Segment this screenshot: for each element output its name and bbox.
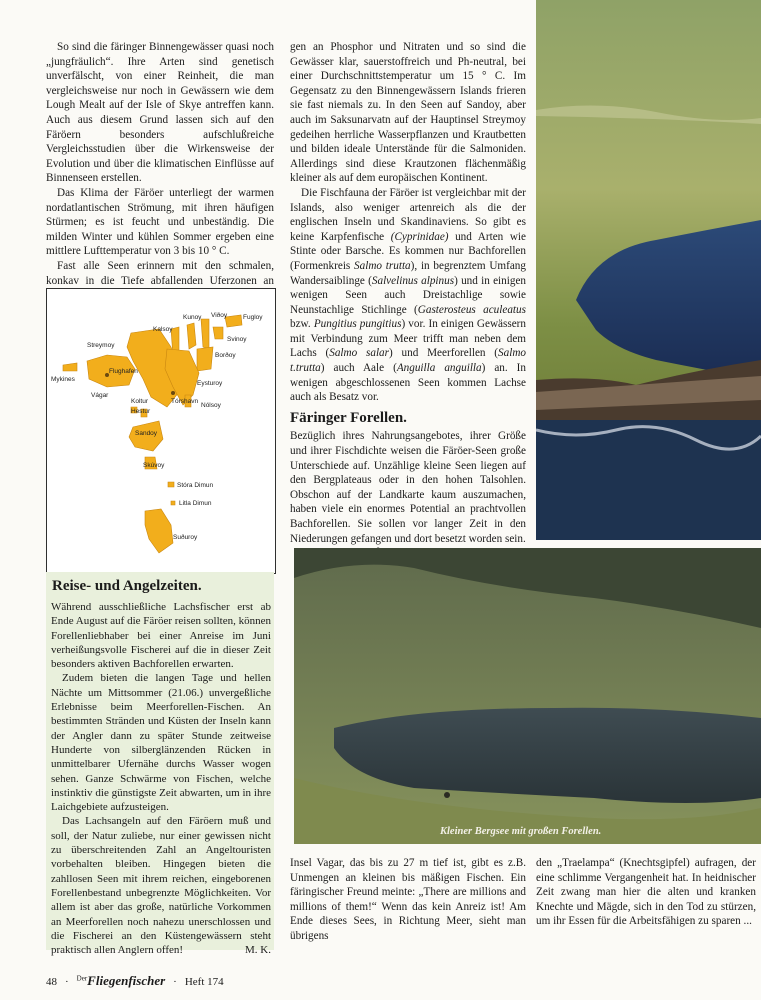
photo-graphic <box>536 0 761 540</box>
island-kunoy <box>187 323 196 349</box>
magazine-prefix: Der <box>76 974 88 983</box>
map-label: Kunoy <box>183 314 202 321</box>
map-label: Eysturoy <box>197 380 223 387</box>
faroe-islands-map <box>46 288 276 574</box>
paragraph: So sind die färinger Binnengewässer quasi noch „jungfräulich“. Ihre Arten sind genetisch unverfälscht, von einer Reinheit, die man vergleichsweise nur noch in Gewässern wie dem Lough Mealt auf der Isle of Skye antreffen kann. Auch aus diesem Grund lassen sich auf den Färöern besonders aufschlußreiche Vergleichsstudien über die Wirkensweise der Evolution und über die klimatischen Einflüsse auf Binnenseen erstellen. <box>46 41 274 185</box>
photo-coastal-lake <box>536 0 761 540</box>
text-run: und Arten wie Stinte oder Barsche. Es kommen nur Bachforellen (Formenkreis <box>290 230 526 272</box>
text-run: ) an. In wenigen abgeschlossenen Seen kommen Lachse auch als Besatz vor. <box>290 362 526 404</box>
paragraph: gen an Phosphor und Nitraten und so sind die Gewässer klar, sauerstoffreich und Ph-neutral, bei einer Durchschnittstemperatur um 15 ° C. Im Gegensatz zu den Binnengewässern Islands frieren sie fast niemals zu. In den Seen auf Sandoy, aber auch im Saksunarvatn auf der Hauptinsel Streymoy gedeihen herrliche Wasserpflanzen und Krautbetten und bilden ideale Unterstände für die Salmoniden. Allerdings sind diese Krautzonen flächenmäßig kleiner als auf dem europäischen Kontinent. <box>290 41 526 185</box>
text-run: Die Fischfauna der Färöer ist vergleichbar mit der Islands, also weniger artenreich als die der englischen Inseln und Skandinaviens. So gibt es keine Karpfenfische <box>290 186 526 243</box>
map-label: Sandoy <box>135 430 158 437</box>
map-label: Fugloy <box>243 314 263 321</box>
info-box <box>46 572 274 957</box>
latin-name: Salmo t.trutta <box>290 347 526 375</box>
latin-name: Pungitius pungitius <box>313 318 402 331</box>
info-box-heading: Reise- und Angelzeiten. <box>52 578 202 594</box>
island-suduroy <box>145 509 173 553</box>
magazine-logo <box>77 973 166 989</box>
island-bordoy <box>197 347 213 371</box>
map-label: Mykines <box>51 376 75 383</box>
page-number: 48 <box>46 976 57 988</box>
photo-mountain-lake <box>294 548 761 844</box>
latin-name: Salvelinus alpinus <box>371 274 455 287</box>
text-run: ) und Meerforellen ( <box>389 347 499 360</box>
text-run: ) und in einigen wenigen Seen auch Dreistachlige sowie Neunstachlige Stichlinge ( <box>290 274 527 316</box>
island-vidoy <box>201 319 209 349</box>
photo-graphic <box>294 548 761 844</box>
map-label: Nólsoy <box>201 402 221 409</box>
photo-caption: Kleiner Bergsee mit großen Forellen. <box>440 826 602 837</box>
map-label: Svinoy <box>227 336 247 343</box>
info-box-text <box>51 600 271 957</box>
text-run: ), in begrenztem Umfang Wandersaiblinge ( <box>290 259 526 287</box>
footer-separator: · <box>65 976 69 988</box>
map-label: Stóra Dimun <box>177 482 214 489</box>
map-label: Koltur <box>131 398 148 405</box>
latin-name: Salmo salar <box>329 347 390 360</box>
bottom-column-3-text <box>536 856 756 929</box>
magazine-name: Fliegenfischer <box>87 973 166 988</box>
map-label: Borðoy <box>215 352 236 359</box>
map-label: Streymoy <box>87 342 115 349</box>
map-label: Skúvoy <box>143 462 165 469</box>
page-footer <box>46 973 224 989</box>
text-run: bzw. <box>290 318 314 331</box>
paragraph: Während ausschließliche Lachsfischer erst ab Ende August auf die Färöer reisen sollten, können Forellenliebhaber bei einer Anreise im Juni verheißungsvolle Fischerei auf die in dieser Zeit besonders aktiven Bachforellen erwarten. <box>51 601 271 671</box>
latin-name: Salmo trutta <box>354 259 411 272</box>
map-label: Flughafen <box>109 368 138 375</box>
text-run: ) auch Aale ( <box>320 362 397 375</box>
map-label: Tórshavn <box>171 398 199 405</box>
paragraph: Fast alle Seen erinnern mit den schmalen, konkav in die Tiefe abfallenden Uferzonen an <box>46 259 274 287</box>
paragraph: Zudem bieten die langen Tage und hellen Nächte um Mittsommer (21.06.) unvergeßliche Erlebnisse beim Meerforellen-Fischen. An bestimmten Stränden und Küsten der Inseln kann der Angler dann zu später Stunde zeitweise Hunderte von silberglänzenden Rücken in unmittelbarer Ufernähe durchs Wasser wogen sehen. Ganze Schwärme von Fischen, welche instinktiv die günstigste Zeit abwarten, um in ihre Laichgebiete aufzusteigen. <box>51 672 271 814</box>
map-label: Vágar <box>91 392 109 399</box>
paragraph: Insel Vagar, das bis zu 27 m tief ist, gibt es z.B. Unmengen an kleinen bis mäßigen Fischen. Ein färingischer Freund meinte: „There are millions and millions of them!“ Wenn das kein Anreiz ist! Am Ende dieses Sees, in Richtung Meer, sieht man übrigens <box>290 857 526 942</box>
text-run: ) vor. In einigen Gewässern mit Verbindung zum Meer trifft man neben dem Lachs ( <box>290 318 526 360</box>
latin-name: Anguilla anguilla <box>396 362 482 375</box>
island-stora-dimun <box>168 482 174 487</box>
map-label: Hestur <box>131 408 151 415</box>
map-label: Kalsoy <box>153 326 173 333</box>
paragraph: Das Lachsangeln auf den Färöern muß und soll, der Natur zuliebe, nur einer gewissen nicht zu überschreitenden Zahl an Angeltouristen vorbehalten bleiben. Hingegen bieten die zahllosen Seen mit ihrem reichen, eingeborenen Forellenbestand unbegrenzte Möglichkeiten. Vor allem ist aber das große, natürliche Vorkommen an Meerforellen noch nahezu unerschlossen und die Fischerei an den Küstengewässern steht praktisch allen Anglern offen! <box>51 815 271 957</box>
capital-marker <box>171 391 175 395</box>
paragraph: Das Klima der Färöer unterliegt der warmen nordatlantischen Strömung, mit ihren häufigen Stürmen; es ist feucht und unbeständig. Die milden Winter und kühlen Sommer ergeben eine mittlere Lufttemperatur von 3 bis 10 ° C. <box>46 186 274 258</box>
map-label: Suðuroy <box>173 534 198 541</box>
paragraph <box>290 186 526 405</box>
latin-name: Gasterosteus aculeatus <box>417 303 526 316</box>
issue-number: Heft 174 <box>184 976 224 988</box>
column-2-text <box>290 40 526 561</box>
section-heading: Färinger Forellen. <box>290 409 407 426</box>
island-mykines <box>63 363 77 371</box>
paragraph: den „Traelampa“ (Knechtsgipfel) aufragen, der eine schlimme Vergangenheit hat. In heidnischer Zeit zwang man hier die alten und kranken Knechte und Mägde, sich in den Tod zu stürzen, um ihr Essen für die Arbeitsfähigen zu sparen ... <box>536 857 756 928</box>
author-signature: M. K. <box>245 944 271 957</box>
bottom-column-2-text <box>290 856 526 944</box>
map-graphic <box>47 289 275 573</box>
map-label: Litla Dimun <box>179 500 212 507</box>
latin-name: (Cyprinidae) <box>390 230 449 243</box>
island-litla-dimun <box>171 501 175 505</box>
island-svinoy <box>213 327 223 339</box>
island-fugloy <box>225 315 242 327</box>
column-1-text <box>46 40 274 317</box>
footer-separator: · <box>173 976 177 988</box>
map-label: Viðoy <box>211 312 228 319</box>
paragraph: Bezüglich ihres Nahrungsangebotes, ihrer Größe und ihrer Fischdichte weisen die Färöer-Seen große Unterschiede auf. Unzählige kleine Seen liegen auf den Bergplateaus oder in den hohen Talsohlen. Obschon auf der Landkarte kaum auszumachen, haben viele ein enormes Potential an prachtvollen Bachforellen. Sie sollen vor langer Zeit in den Niederungen gefangen und dort besetzt worden sein. <box>290 430 526 545</box>
